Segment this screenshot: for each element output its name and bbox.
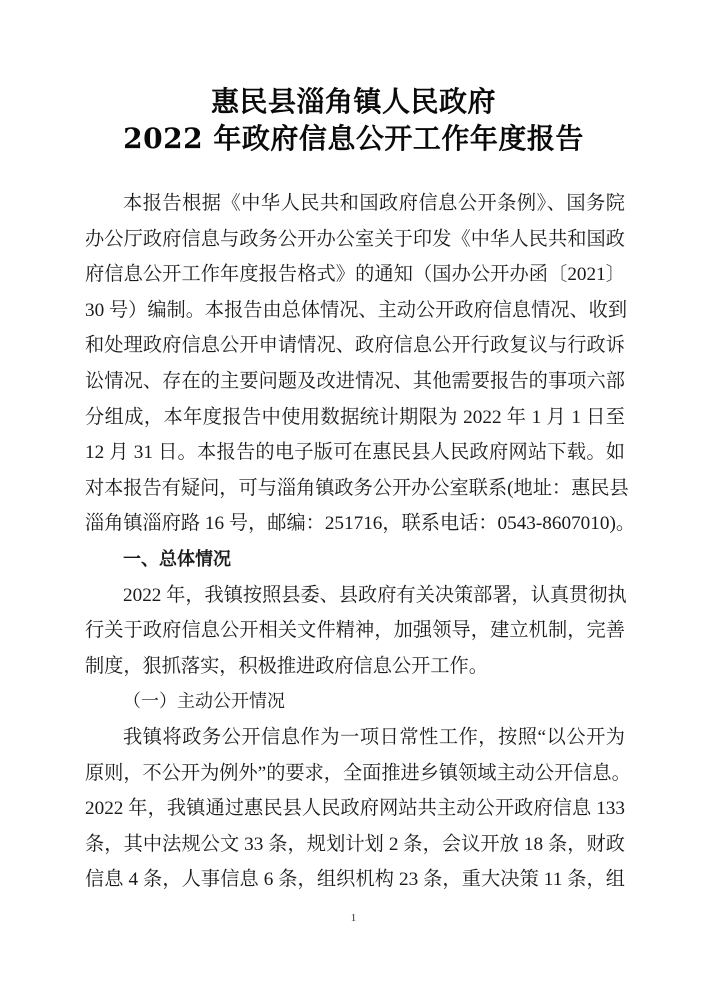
proactive-paragraph-line: 原则，不公开为例外”的要求，全面推进乡镇领域主动公开信息。 xyxy=(85,762,631,784)
overview-paragraph-line: 2022 年，我镇按照县委、县政府有关决策部署，认真贯彻执 xyxy=(123,584,627,606)
document-body xyxy=(85,186,636,898)
subsection-heading-proactive-disclosure: （一）主动公开情况 xyxy=(123,691,285,713)
proactive-paragraph-line: 2022 年，我镇通过惠民县人民政府网站共主动公开政府信息 133 xyxy=(85,798,625,820)
document-title-line-2: 2022 年政府信息公开工作年度报告 xyxy=(123,122,584,155)
intro-paragraph-line: 分组成，本年度报告中使用数据统计期限为 2022 年 1 月 1 日至 xyxy=(85,406,625,428)
intro-paragraph-line: 府信息公开工作年度报告格式》的通知（国办公开办函〔2021〕 xyxy=(85,264,625,286)
proactive-paragraph-line: 信息 4 条，人事信息 6 条，组织机构 23 条，重大决策 11 条，组 xyxy=(85,869,625,891)
intro-paragraph-line: 本报告根据《中华人民共和国政府信息公开条例》、国务院 xyxy=(123,193,625,214)
overview-paragraph-line: 行关于政府信息公开相关文件精神，加强领导，建立机制，完善 xyxy=(85,620,625,642)
intro-paragraph-line: 30 号）编制。本报告由总体情况、主动公开政府信息情况、收到 xyxy=(85,299,628,321)
intro-paragraph-line: 淄角镇淄府路 16 号，邮编：251716，联系电话：0543-8607010)。 xyxy=(85,513,636,535)
section-heading-overview: 一、总体情况 xyxy=(123,548,231,570)
overview-paragraph-line: 制度，狠抓落实，积极推进政府信息公开工作。 xyxy=(85,655,488,677)
intro-paragraph-line: 对本报告有疑问，可与淄角镇政务公开办公室联系(地址：惠民县 xyxy=(85,477,629,499)
proactive-paragraph-line: 我镇将政务公开信息作为一项日常性工作，按照“以公开为 xyxy=(123,726,625,748)
page-number: 1 xyxy=(350,912,357,924)
intro-paragraph-line: 12 月 31 日。本报告的电子版可在惠民县人民政府网站下载。如 xyxy=(85,442,625,464)
proactive-paragraph-line: 条，其中法规公文 33 条，规划计划 2 条，会议开放 18 条，财政 xyxy=(85,833,625,855)
intro-paragraph-line: 讼情况、存在的主要问题及改进情况、其他需要报告的事项六部 xyxy=(85,370,625,392)
intro-paragraph-line: 和处理政府信息公开申请情况、政府信息公开行政复议与行政诉 xyxy=(85,335,625,357)
document-title-line-1: 惠民县淄角镇人民政府 xyxy=(210,85,496,118)
intro-paragraph-line: 办公厅政府信息与政务公开办公室关于印发《中华人民共和国政 xyxy=(85,228,625,250)
